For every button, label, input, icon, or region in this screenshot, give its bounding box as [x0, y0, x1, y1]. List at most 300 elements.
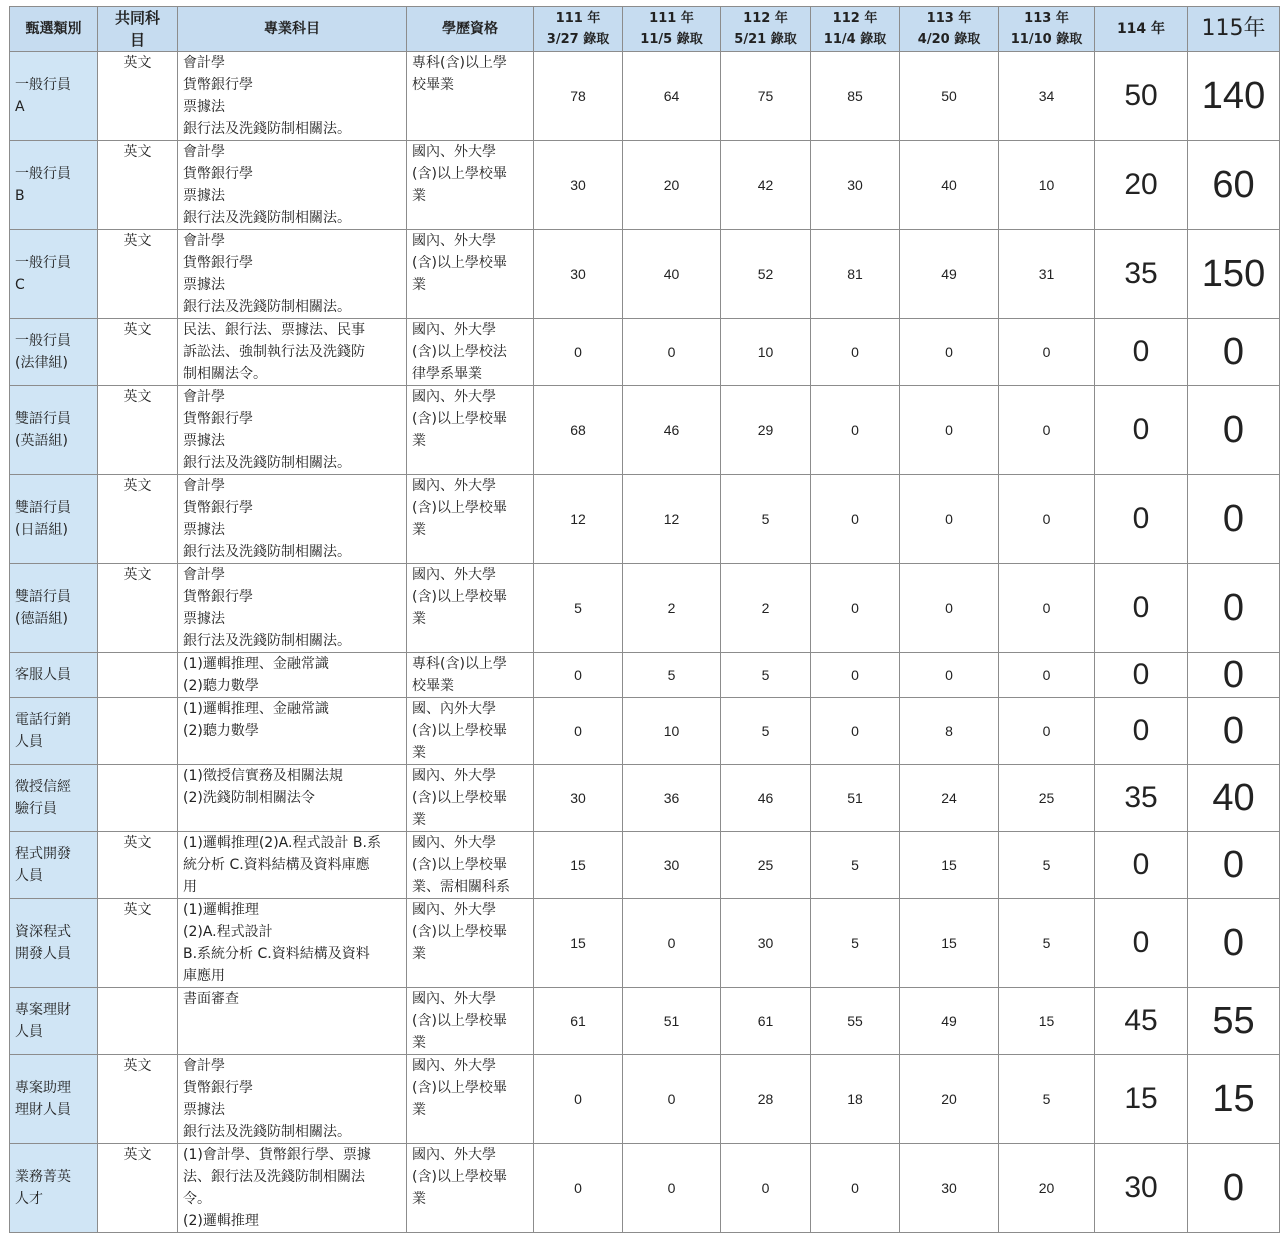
subject-line: 貨幣銀行學 [183, 589, 253, 605]
admitted-count-cell: 51 [623, 988, 721, 1055]
admitted-count-cell: 0 [623, 1055, 721, 1144]
admitted-count-cell: 0 [900, 564, 999, 653]
professional-subject-cell [178, 1055, 407, 1144]
admitted-count-cell: 2 [623, 564, 721, 653]
subject-line: (2)邏輯推理 [183, 1213, 259, 1229]
table-row [10, 899, 1280, 988]
qualification-cell [407, 653, 534, 698]
professional-subject-cell [178, 698, 407, 765]
qualification-line: 專科(含)以上學 [412, 55, 507, 71]
year-115-count-cell: 55 [1188, 988, 1280, 1055]
year-115-count-cell: 0 [1188, 899, 1280, 988]
common-subject-cell [98, 653, 178, 698]
qualification-line: 業、需相關科系 [412, 879, 510, 895]
admitted-count-cell: 28 [721, 1055, 811, 1144]
subject-line: 票據法 [183, 433, 225, 449]
admitted-count-cell: 25 [721, 832, 811, 899]
qualification-cell [407, 564, 534, 653]
category-line: 人員 [15, 868, 43, 884]
header-115: 115年 [1188, 7, 1280, 52]
admitted-count-cell: 30 [534, 765, 623, 832]
year-114-count-cell: 20 [1095, 141, 1188, 230]
subject-line: 書面審查 [183, 991, 239, 1007]
qualification-line: 國內、外大學 [412, 902, 496, 918]
admitted-count-cell: 0 [534, 319, 623, 386]
qualification-line: 業 [412, 433, 426, 449]
table-row [10, 698, 1280, 765]
professional-subject-cell [178, 564, 407, 653]
subject-line: B.系統分析 C.資料結構及資料 [183, 946, 370, 962]
subject-line: 票據法 [183, 99, 225, 115]
year-114-count-cell: 35 [1095, 230, 1188, 319]
admitted-count-cell: 0 [811, 386, 900, 475]
professional-subject-cell [178, 141, 407, 230]
header-114: 114 年 [1095, 7, 1188, 52]
qualification-line: 國內、外大學 [412, 233, 496, 249]
table-row [10, 653, 1280, 698]
subject-line: 會計學 [183, 55, 225, 71]
admitted-count-cell: 0 [534, 653, 623, 698]
header-111-1105 [623, 7, 721, 52]
year-114-count-cell: 0 [1095, 653, 1188, 698]
admitted-count-cell: 29 [721, 386, 811, 475]
year-115-count-cell: 150 [1188, 230, 1280, 319]
admitted-count-cell: 55 [811, 988, 900, 1055]
admitted-count-cell: 46 [623, 386, 721, 475]
subject-line: 貨幣銀行學 [183, 166, 253, 182]
admitted-count-cell: 15 [900, 832, 999, 899]
subject-line: 票據法 [183, 188, 225, 204]
subject-line: 會計學 [183, 389, 225, 405]
admitted-count-cell: 0 [623, 319, 721, 386]
category-cell [10, 1144, 98, 1233]
admitted-count-cell: 0 [900, 475, 999, 564]
professional-subject-cell [178, 988, 407, 1055]
qualification-line: 業 [412, 946, 426, 962]
admitted-count-cell: 0 [721, 1144, 811, 1233]
admitted-count-cell: 5 [999, 1055, 1095, 1144]
header-date-line: 112 年 [832, 11, 878, 26]
year-114-count-cell: 0 [1095, 899, 1188, 988]
year-115-count-cell: 0 [1188, 1144, 1280, 1233]
subject-line: (1)徵授信實務及相關法規 [183, 768, 343, 784]
admitted-count-cell: 68 [534, 386, 623, 475]
admitted-count-cell: 0 [811, 564, 900, 653]
category-cell [10, 988, 98, 1055]
qualification-cell [407, 765, 534, 832]
category-line: 專案助理 [15, 1080, 71, 1096]
year-114-count-cell: 0 [1095, 564, 1188, 653]
qualification-cell [407, 141, 534, 230]
admitted-count-cell: 5 [721, 475, 811, 564]
qualification-line: 業 [412, 611, 426, 627]
category-cell [10, 765, 98, 832]
admitted-count-cell: 75 [721, 52, 811, 141]
subject-line: 庫應用 [183, 968, 225, 984]
header-qualification: 學歷資格 [407, 7, 534, 52]
admitted-count-cell: 25 [999, 765, 1095, 832]
subject-line: 貨幣銀行學 [183, 411, 253, 427]
year-114-count-cell: 45 [1095, 988, 1188, 1055]
category-line: 程式開發 [15, 846, 71, 862]
header-date-line: 4/20 錄取 [917, 32, 981, 47]
year-115-count-cell: 0 [1188, 475, 1280, 564]
admitted-count-cell: 0 [534, 1055, 623, 1144]
year-115-count-cell: 140 [1188, 52, 1280, 141]
subject-line: 貨幣銀行學 [183, 1080, 253, 1096]
subject-line: 會計學 [183, 144, 225, 160]
category-cell [10, 230, 98, 319]
admitted-count-cell: 12 [623, 475, 721, 564]
qualification-line: 校畢業 [412, 678, 454, 694]
qualification-cell [407, 1144, 534, 1233]
common-subject-cell: 英文 [98, 52, 178, 141]
subject-line: 貨幣銀行學 [183, 500, 253, 516]
year-115-count-cell: 60 [1188, 141, 1280, 230]
year-114-count-cell: 0 [1095, 698, 1188, 765]
admitted-count-cell: 49 [900, 988, 999, 1055]
qualification-line: 校畢業 [412, 77, 454, 93]
table-row [10, 1055, 1280, 1144]
admitted-count-cell: 61 [721, 988, 811, 1055]
subject-line: 民法、銀行法、票據法、民事 [183, 322, 365, 338]
qualification-cell [407, 52, 534, 141]
header-category: 甄選類別 [10, 7, 98, 52]
subject-line: 銀行法及洗錢防制相關法。 [183, 1124, 351, 1140]
subject-line: 票據法 [183, 1102, 225, 1118]
admitted-count-cell: 85 [811, 52, 900, 141]
admitted-count-cell: 5 [623, 653, 721, 698]
admitted-count-cell: 15 [534, 899, 623, 988]
header-112-0521 [721, 7, 811, 52]
admitted-count-cell: 52 [721, 230, 811, 319]
year-114-count-cell: 50 [1095, 52, 1188, 141]
category-line: 雙語行員 [15, 500, 71, 516]
common-subject-cell: 英文 [98, 475, 178, 564]
admitted-count-cell: 49 [900, 230, 999, 319]
qualification-cell [407, 698, 534, 765]
admitted-count-cell: 0 [811, 653, 900, 698]
header-row [10, 7, 1280, 52]
qualification-cell [407, 230, 534, 319]
qualification-line: 國內、外大學 [412, 322, 496, 338]
header-date-line: 111 年 [555, 11, 601, 26]
qualification-cell [407, 832, 534, 899]
category-line: 一般行員 [15, 333, 71, 349]
qualification-line: 業 [412, 1035, 426, 1051]
year-115-count-cell: 15 [1188, 1055, 1280, 1144]
professional-subject-cell [178, 1144, 407, 1233]
qualification-line: 國內、外大學 [412, 567, 496, 583]
category-line: 電話行銷 [15, 712, 71, 728]
subject-line: 銀行法及洗錢防制相關法。 [183, 455, 351, 471]
qualification-line: (含)以上學校畢 [412, 589, 507, 605]
admitted-count-cell: 42 [721, 141, 811, 230]
recruitment-table [9, 6, 1280, 1233]
qualification-line: (含)以上學校畢 [412, 1169, 507, 1185]
header-professional-subject: 專業科目 [178, 7, 407, 52]
category-cell [10, 832, 98, 899]
common-subject-cell: 英文 [98, 230, 178, 319]
admitted-count-cell: 8 [900, 698, 999, 765]
header-111-0327 [534, 7, 623, 52]
subject-line: 銀行法及洗錢防制相關法。 [183, 299, 351, 315]
admitted-count-cell: 5 [534, 564, 623, 653]
admitted-count-cell: 30 [811, 141, 900, 230]
admitted-count-cell: 0 [811, 475, 900, 564]
category-cell [10, 653, 98, 698]
category-line: 雙語行員 [15, 589, 71, 605]
qualification-line: 國內、外大學 [412, 144, 496, 160]
category-cell [10, 141, 98, 230]
admitted-count-cell: 0 [900, 319, 999, 386]
admitted-count-cell: 2 [721, 564, 811, 653]
table-row [10, 141, 1280, 230]
subject-line: 統分析 C.資料結構及資料庫應 [183, 857, 370, 873]
admitted-count-cell: 20 [623, 141, 721, 230]
header-date-line: 3/27 錄取 [546, 32, 610, 47]
admitted-count-cell: 5 [811, 899, 900, 988]
category-line: 理財人員 [15, 1102, 71, 1118]
qualification-line: (含)以上學校法 [412, 344, 507, 360]
professional-subject-cell [178, 653, 407, 698]
qualification-line: 國內、外大學 [412, 991, 496, 1007]
year-115-count-cell: 0 [1188, 832, 1280, 899]
category-line: (英語組) [15, 433, 68, 449]
subject-line: 銀行法及洗錢防制相關法。 [183, 210, 351, 226]
admitted-count-cell: 20 [999, 1144, 1095, 1233]
header-date-line: 111 年 [649, 11, 694, 26]
qualification-line: (含)以上學校畢 [412, 1013, 507, 1029]
admitted-count-cell: 0 [623, 899, 721, 988]
qualification-line: 業 [412, 1102, 426, 1118]
qualification-line: 業 [412, 522, 426, 538]
admitted-count-cell: 0 [999, 475, 1095, 564]
common-subject-cell: 英文 [98, 832, 178, 899]
qualification-line: 業 [412, 277, 426, 293]
qualification-line: 律學系畢業 [412, 366, 482, 382]
admitted-count-cell: 61 [534, 988, 623, 1055]
common-subject-cell: 英文 [98, 386, 178, 475]
category-cell [10, 386, 98, 475]
category-line: 驗行員 [15, 801, 57, 817]
admitted-count-cell: 51 [811, 765, 900, 832]
professional-subject-cell [178, 319, 407, 386]
admitted-count-cell: 50 [900, 52, 999, 141]
qualification-line: (含)以上學校畢 [412, 857, 507, 873]
category-line: 一般行員 [15, 77, 71, 93]
admitted-count-cell: 34 [999, 52, 1095, 141]
qualification-line: 業 [412, 745, 426, 761]
subject-line: (1)邏輯推理、金融常識 [183, 656, 329, 672]
common-subject-cell: 英文 [98, 1144, 178, 1233]
category-line: 資深程式 [15, 924, 71, 940]
admitted-count-cell: 15 [999, 988, 1095, 1055]
header-113-0420 [900, 7, 999, 52]
year-115-count-cell: 0 [1188, 319, 1280, 386]
admitted-count-cell: 20 [900, 1055, 999, 1144]
subject-line: 貨幣銀行學 [183, 255, 253, 271]
admitted-count-cell: 0 [900, 653, 999, 698]
table-row [10, 319, 1280, 386]
subject-line: 票據法 [183, 611, 225, 627]
year-115-count-cell: 0 [1188, 698, 1280, 765]
admitted-count-cell: 0 [623, 1144, 721, 1233]
professional-subject-cell [178, 832, 407, 899]
professional-subject-cell [178, 386, 407, 475]
subject-line: 會計學 [183, 567, 225, 583]
category-line: 專案理財 [15, 1002, 71, 1018]
admitted-count-cell: 30 [623, 832, 721, 899]
year-114-count-cell: 35 [1095, 765, 1188, 832]
category-cell [10, 899, 98, 988]
qualification-line: 國內、外大學 [412, 768, 496, 784]
table-row [10, 988, 1280, 1055]
qualification-line: (含)以上學校畢 [412, 1080, 507, 1096]
qualification-line: (含)以上學校畢 [412, 500, 507, 516]
admitted-count-cell: 30 [900, 1144, 999, 1233]
header-113-1110 [999, 7, 1095, 52]
category-line: 業務菁英 [15, 1169, 71, 1185]
admitted-count-cell: 5 [999, 832, 1095, 899]
admitted-count-cell: 30 [721, 899, 811, 988]
category-line: 徵授信經 [15, 779, 71, 795]
common-subject-cell: 英文 [98, 899, 178, 988]
professional-subject-cell [178, 899, 407, 988]
header-date-line: 11/10 錄取 [1010, 32, 1083, 47]
admitted-count-cell: 10 [623, 698, 721, 765]
admitted-count-cell: 81 [811, 230, 900, 319]
subject-line: 銀行法及洗錢防制相關法。 [183, 633, 351, 649]
category-line: 一般行員 [15, 255, 71, 271]
admitted-count-cell: 10 [721, 319, 811, 386]
qualification-line: 專科(含)以上學 [412, 656, 507, 672]
header-date-line: 113 年 [926, 11, 972, 26]
subject-line: (2)A.程式設計 [183, 924, 273, 940]
admitted-count-cell: 30 [534, 141, 623, 230]
subject-line: 銀行法及洗錢防制相關法。 [183, 121, 351, 137]
subject-line: (2)聽力數學 [183, 678, 259, 694]
header-date-line: 11/5 錄取 [640, 32, 703, 47]
qualification-line: 國內、外大學 [412, 1147, 496, 1163]
qualification-line: 業 [412, 812, 426, 828]
admitted-count-cell: 12 [534, 475, 623, 564]
qualification-cell [407, 475, 534, 564]
year-114-count-cell: 0 [1095, 386, 1188, 475]
qualification-line: (含)以上學校畢 [412, 790, 507, 806]
qualification-cell [407, 1055, 534, 1144]
admitted-count-cell: 15 [534, 832, 623, 899]
subject-line: 會計學 [183, 478, 225, 494]
admitted-count-cell: 0 [534, 698, 623, 765]
header-112-1104 [811, 7, 900, 52]
qualification-cell [407, 899, 534, 988]
subject-line: 法、銀行法及洗錢防制相關法 [183, 1169, 365, 1185]
subject-line: 票據法 [183, 277, 225, 293]
admitted-count-cell: 5 [721, 653, 811, 698]
qualification-line: (含)以上學校畢 [412, 723, 507, 739]
admitted-count-cell: 0 [999, 386, 1095, 475]
subject-line: (2)聽力數學 [183, 723, 259, 739]
professional-subject-cell [178, 765, 407, 832]
common-subject-cell [98, 698, 178, 765]
subject-line: 令。 [183, 1191, 211, 1207]
admitted-count-cell: 24 [900, 765, 999, 832]
qualification-line: (含)以上學校畢 [412, 166, 507, 182]
category-line: (法律組) [15, 355, 68, 371]
qualification-line: 業 [412, 188, 426, 204]
table-row [10, 832, 1280, 899]
admitted-count-cell: 15 [900, 899, 999, 988]
category-line: A [15, 99, 25, 115]
year-114-count-cell: 0 [1095, 832, 1188, 899]
table-row [10, 230, 1280, 319]
header-date-line: 11/4 錄取 [823, 32, 887, 47]
table-row [10, 386, 1280, 475]
admitted-count-cell: 40 [623, 230, 721, 319]
admitted-count-cell: 64 [623, 52, 721, 141]
subject-line: 會計學 [183, 1058, 225, 1074]
subject-line: 票據法 [183, 522, 225, 538]
qualification-cell [407, 319, 534, 386]
header-common-line-1: 共同科 [114, 9, 160, 27]
header-date-line: 112 年 [743, 11, 788, 26]
qualification-line: 業 [412, 1191, 426, 1207]
qualification-line: 國內、外大學 [412, 1058, 496, 1074]
category-line: 雙語行員 [15, 411, 71, 427]
subject-line: 貨幣銀行學 [183, 77, 253, 93]
admitted-count-cell: 0 [900, 386, 999, 475]
year-115-count-cell: 40 [1188, 765, 1280, 832]
subject-line: 會計學 [183, 233, 225, 249]
subject-line: 銀行法及洗錢防制相關法。 [183, 544, 351, 560]
qualification-line: (含)以上學校畢 [412, 924, 507, 940]
admitted-count-cell: 10 [999, 141, 1095, 230]
subject-line: 制相關法令。 [183, 366, 267, 382]
qualification-line: 國內、外大學 [412, 389, 496, 405]
year-114-count-cell: 0 [1095, 475, 1188, 564]
qualification-cell [407, 988, 534, 1055]
admitted-count-cell: 36 [623, 765, 721, 832]
admitted-count-cell: 40 [900, 141, 999, 230]
table-row [10, 475, 1280, 564]
common-subject-cell: 英文 [98, 1055, 178, 1144]
subject-line: (1)邏輯推理、金融常識 [183, 701, 329, 717]
category-line: 一般行員 [15, 166, 71, 182]
admitted-count-cell: 31 [999, 230, 1095, 319]
year-115-count-cell: 0 [1188, 564, 1280, 653]
common-subject-cell: 英文 [98, 564, 178, 653]
category-cell [10, 319, 98, 386]
category-cell [10, 475, 98, 564]
qualification-line: 國、內外大學 [412, 701, 496, 717]
admitted-count-cell: 0 [811, 319, 900, 386]
table-row [10, 52, 1280, 141]
category-line: (德語組) [15, 611, 68, 627]
header-date-line: 113 年 [1024, 11, 1069, 26]
admitted-count-cell: 5 [721, 698, 811, 765]
category-cell [10, 1055, 98, 1144]
admitted-count-cell: 46 [721, 765, 811, 832]
category-line: (日語組) [15, 522, 68, 538]
qualification-line: 國內、外大學 [412, 478, 496, 494]
category-cell [10, 52, 98, 141]
category-line: 人員 [15, 734, 43, 750]
category-line: B [15, 188, 25, 204]
table-row [10, 564, 1280, 653]
year-115-count-cell: 0 [1188, 653, 1280, 698]
year-115-count-cell: 0 [1188, 386, 1280, 475]
